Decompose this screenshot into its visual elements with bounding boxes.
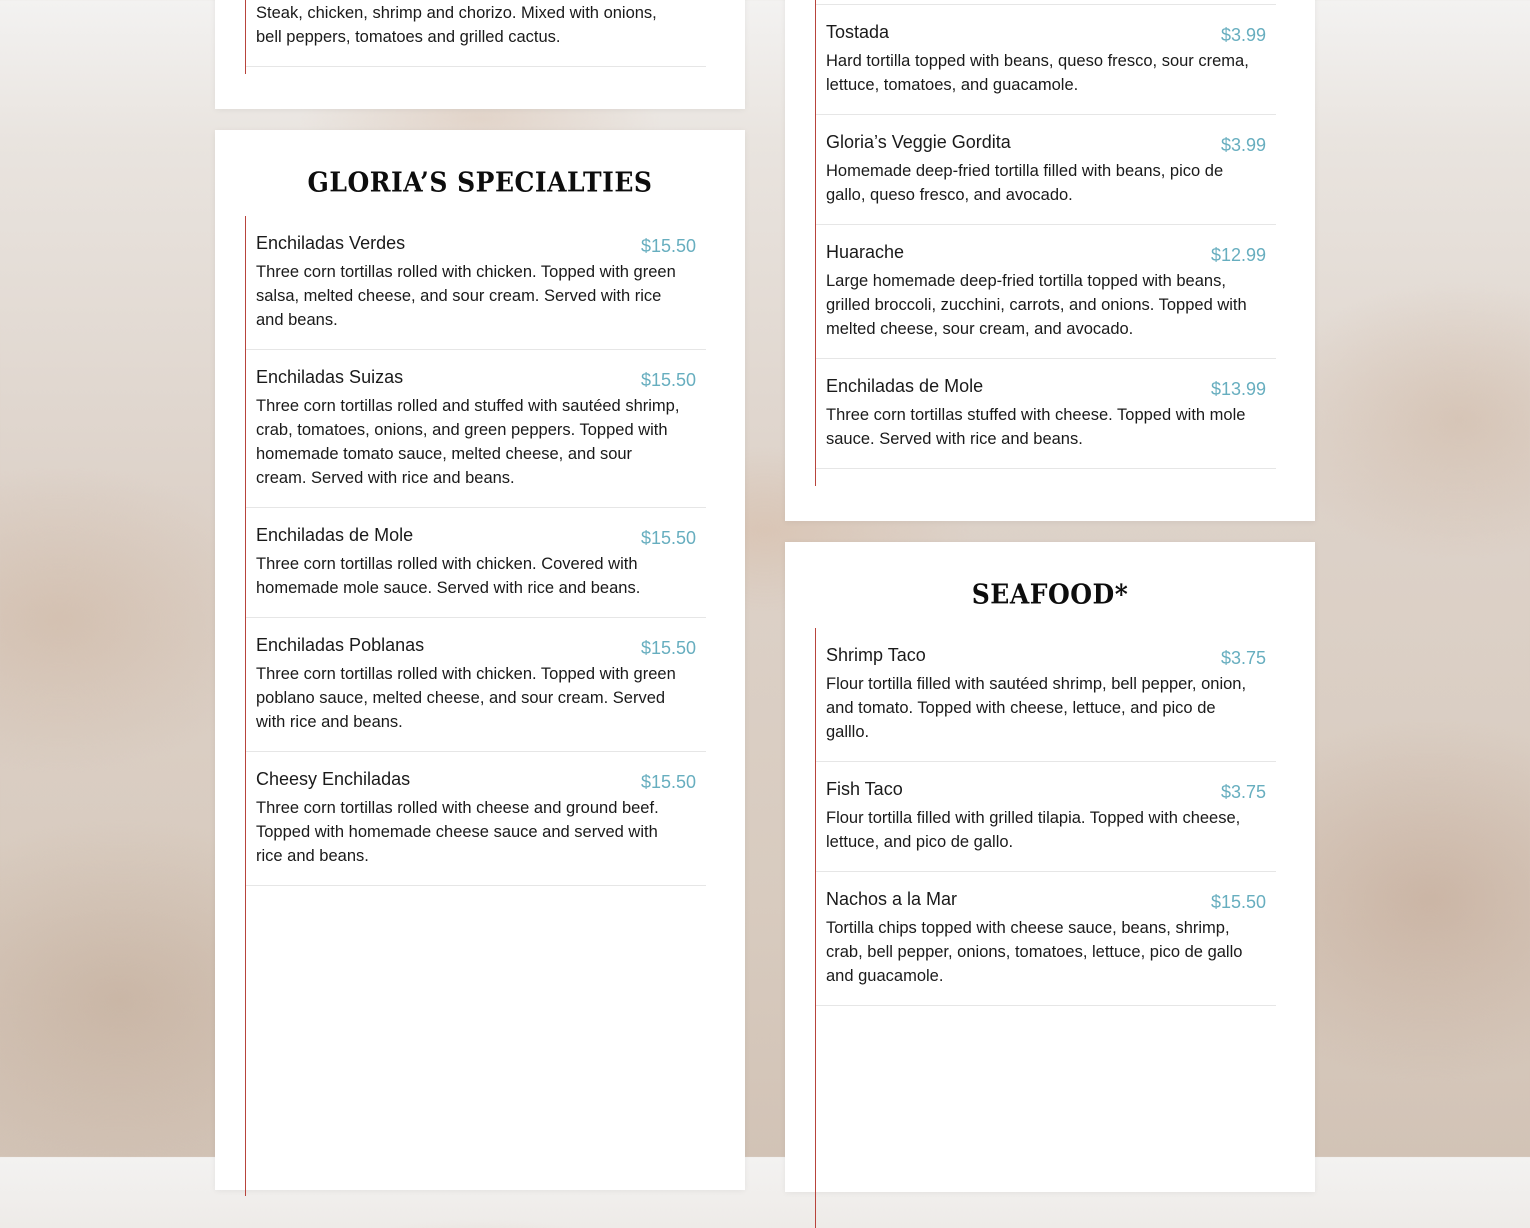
item-description: Flour tortilla filled with grilled tilapia. Topped with cheese, lettuce, and pico de gallo. [826,809,1241,851]
previous-section-body [245,0,706,74]
item-description: Homemade deep-fried tortilla filled with beans, pico de gallo, queso fresco, and avocado. [826,162,1224,204]
menu-item [246,508,706,618]
section-title: SEAFOOD* [971,578,1129,611]
item-description: Three corn tortillas rolled with chicken. Topped with green poblano sauce, melted cheese, and sour cream. Served with rice and beans. [256,665,676,731]
section-title: GLORIA’S SPECIALTIES [307,166,653,199]
item-price: $3.99 [1220,25,1266,45]
item-price: $3.99 [1220,135,1266,155]
item-name: Nachos a la Mar [826,889,958,909]
menu-item [816,5,1276,115]
item-description: Three corn tortillas rolled with chicken. Covered with homemade mole sauce. Served with rice and beans. [256,555,641,597]
item-header [826,241,1266,266]
menu-item [816,225,1276,359]
item-description: Steak, chicken, shrimp and chorizo. Mixed with onions, bell peppers, tomatoes and grilled cactus. [256,4,657,46]
item-name: Tostada [826,22,890,42]
item-header [256,366,696,391]
item-header [826,778,1266,803]
menu-item [816,359,1276,469]
item-description: Three corn tortillas rolled with cheese and ground beef. Topped with homemade cheese sauce and served with rice and beans. [256,799,659,865]
specialties-section-body [245,216,706,1196]
item-name: Enchiladas Suizas [256,367,404,387]
item-name: Gloria’s Veggie Gordita [826,132,1011,152]
vegetarian-section-body [815,0,1276,486]
item-name: Huarache [826,242,905,262]
item-name: Fish Taco [826,779,903,799]
specialties-section-card [215,130,745,1190]
item-header [826,131,1266,156]
item-name: Enchiladas de Mole [256,525,414,545]
item-description: Three corn tortillas rolled and stuffed with sautéed shrimp, crab, tomatoes, onions, and green peppers. Topped with homemade tomato sauce, melted cheese, and sour cream. Served with rice and beans. [256,397,680,487]
item-price: $15.50 [1210,892,1266,912]
item-header [826,375,1266,400]
item-header [826,21,1266,46]
item-name: Shrimp Taco [826,645,926,665]
seafood-section-card [785,542,1315,1192]
item-name: Enchiladas Poblanas [256,635,425,655]
item-price: $15.50 [640,772,696,792]
item-header [826,644,1266,669]
menu-item [246,0,706,67]
item-name: Enchiladas de Mole [826,376,984,396]
menu-item [816,115,1276,225]
item-price: $15.50 [640,370,696,390]
item-price: $15.50 [640,638,696,658]
menu-item [816,762,1276,872]
item-price: $3.75 [1220,648,1266,668]
item-header [256,524,696,549]
item-name: Enchiladas Verdes [256,233,406,253]
menu-item [816,872,1276,1006]
item-header [826,888,1266,913]
menu-item [246,752,706,886]
menu-item [816,628,1276,762]
item-price: $15.50 [640,236,696,256]
vegetarian-section-card [785,0,1315,521]
previous-section-card [215,0,745,109]
item-description: Tortilla chips topped with cheese sauce, beans, shrimp, crab, bell pepper, onions, tomatoes, lettuce, pico de gallo and guacamole. [826,919,1243,985]
item-header [256,634,696,659]
item-description: Flour tortilla filled with sautéed shrimp, bell pepper, onion, and tomato. Topped with cheese, lettuce, and pico de galllo. [826,675,1247,741]
item-price: $13.99 [1210,379,1266,399]
item-header [256,768,696,793]
seafood-section-body [815,628,1276,1228]
item-header [256,232,696,257]
item-price: $15.50 [640,528,696,548]
item-description: Large homemade deep-fried tortilla topped with beans, grilled broccoli, zucchini, carrots, and onions. Topped with melted cheese, sour cream, and avocado. [826,272,1247,338]
menu-item [246,216,706,350]
item-description: Hard tortilla topped with beans, queso fresco, sour crema, lettuce, tomatoes, and guacamole. [826,52,1249,94]
item-price: $3.75 [1220,782,1266,802]
item-name: Cheesy Enchiladas [256,769,411,789]
item-price: $12.99 [1210,245,1266,265]
menu-item [246,618,706,752]
menu-item [246,350,706,508]
item-description: Three corn tortillas stuffed with cheese. Topped with mole sauce. Served with rice and beans. [826,406,1246,448]
item-description: Three corn tortillas rolled with chicken. Topped with green salsa, melted cheese, and sour cream. Served with rice and beans. [256,263,676,329]
